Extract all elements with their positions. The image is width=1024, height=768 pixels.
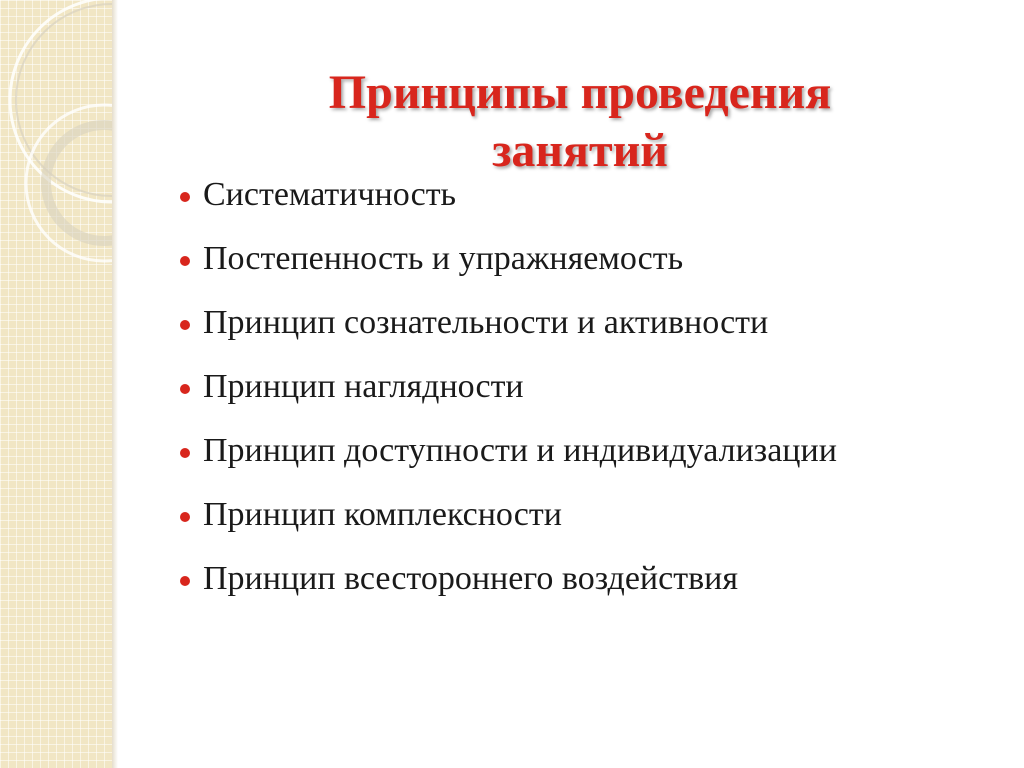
side-panel-edge [112,0,118,768]
list-item-text: Постепенность и упражняемость [203,240,684,277]
bullet-dot-icon [180,384,190,394]
list-item [180,360,1000,414]
list-item [180,552,1000,606]
bullet-dot-icon [180,320,190,330]
list-item-text: Принцип наглядности [203,368,524,405]
list-item-text: Принцип доступности и индивидуализации [203,432,837,469]
list-item-text: Принцип всестороннего воздействия [203,560,738,597]
list-item [180,232,1000,286]
slide-title-line-1: Принципы проведения [328,66,832,120]
bullet-dot-icon [180,256,190,266]
bullet-dot-icon [180,448,190,458]
decorative-rings-icon [0,0,112,768]
list-item-text: Систематичность [203,176,457,213]
slide-title-line-2: занятий [492,124,668,178]
slide-title [200,64,960,180]
list-item-text: Принцип комплексности [203,496,562,533]
list-item [180,296,1000,350]
principles-list [180,168,1000,616]
list-item [180,424,1000,478]
list-item [180,488,1000,542]
list-item [180,168,1000,222]
bullet-dot-icon [180,512,190,522]
bullet-dot-icon [180,192,190,202]
decorative-side-panel [0,0,112,768]
bullet-dot-icon [180,576,190,586]
list-item-text: Принцип сознательности и активности [203,304,769,341]
